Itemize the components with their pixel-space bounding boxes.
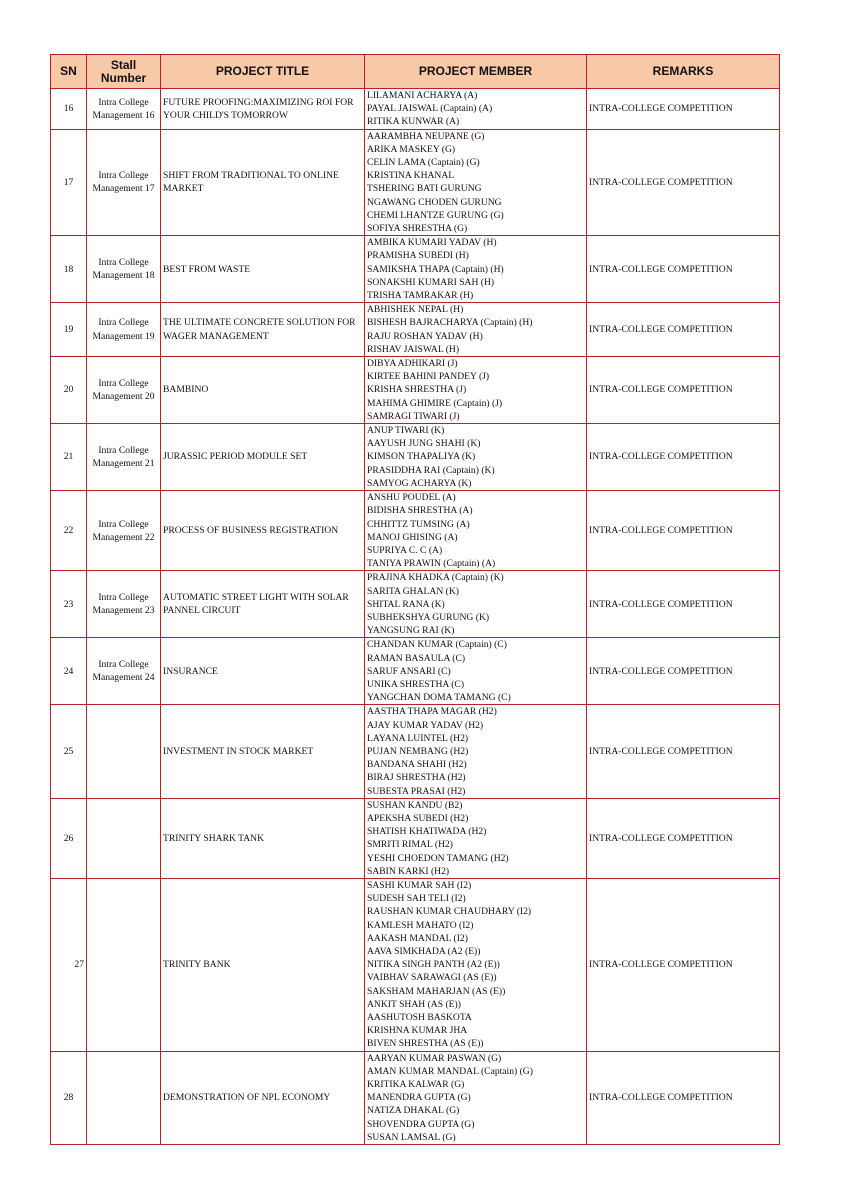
cell-project-title: BEST FROM WASTE — [161, 236, 365, 303]
cell-stall-number — [87, 798, 161, 878]
member-name: SHOVENDRA GUPTA (G) — [367, 1118, 475, 1130]
member-name: KRISTINA KHANAL — [367, 170, 455, 182]
cell-project-members — [365, 129, 587, 236]
table-body — [51, 89, 780, 1145]
member-name: SMRITI RIMAL (H2) — [367, 839, 453, 851]
member-name: SARITA GHALAN (K) — [367, 585, 459, 597]
cell-stall-number: Intra College Management 21 — [87, 424, 161, 491]
cell-sn: 26 — [51, 798, 87, 878]
cell-remarks: INTRA-COLLEGE COMPETITION — [587, 236, 780, 303]
header-project-title: PROJECT TITLE — [161, 55, 365, 89]
header-sn: SN — [51, 55, 87, 89]
member-name: DIBYA ADHIKARI (J) — [367, 358, 458, 370]
member-name: BIRAJ SHRESTHA (H2) — [367, 772, 466, 784]
cell-stall-number — [87, 878, 161, 1051]
member-name: KIRTEE BAHINI PANDEY (J) — [367, 371, 490, 383]
cell-remarks: INTRA-COLLEGE COMPETITION — [587, 424, 780, 491]
member-name: SUSHAN KANDU (B2) — [367, 799, 463, 811]
member-name: AAVA SIMKHADA (A2 (E)) — [367, 946, 481, 957]
member-name: NITIKA SINGH PANTH (A2 (E)) — [367, 959, 500, 971]
member-name: SONAKSHI KUMARI SAH (H) — [367, 276, 495, 288]
cell-remarks: INTRA-COLLEGE COMPETITION — [587, 1051, 780, 1144]
cell-sn: 21 — [51, 424, 87, 491]
member-name: APEKSHA SUBEDI (H2) — [367, 812, 469, 824]
cell-project-members — [365, 357, 587, 424]
cell-sn: 18 — [51, 236, 87, 303]
cell-project-members — [365, 1051, 587, 1144]
table-row — [51, 129, 780, 236]
member-name: SASHI KUMAR SAH (I2) — [367, 879, 472, 891]
cell-stall-number: Intra College Management 23 — [87, 571, 161, 638]
header-row — [51, 55, 780, 89]
cell-remarks: INTRA-COLLEGE COMPETITION — [587, 571, 780, 638]
cell-project-members — [365, 303, 587, 357]
cell-sn: 23 — [51, 571, 87, 638]
member-name: YESHI CHOEDON TAMANG (H2) — [367, 852, 509, 864]
member-name: RAJU ROSHAN YADAV (H) — [367, 330, 483, 342]
member-name: AAYUSH JUNG SHAHI (K) — [367, 438, 481, 450]
cell-project-members — [365, 638, 587, 705]
member-name: YANGSUNG RAI (K) — [367, 625, 455, 637]
member-name: CHHITTZ TUMSING (A) — [367, 518, 470, 530]
cell-sn: 27 — [51, 878, 87, 1051]
member-name: SUSAN LAMSAL (G) — [367, 1131, 456, 1143]
member-name: AMBIKA KUMARI YADAV (H) — [367, 237, 497, 249]
member-name: ANSHU POUDEL (A) — [367, 492, 456, 504]
cell-project-title: TRINITY BANK — [161, 878, 365, 1051]
table-row — [51, 236, 780, 303]
header-stall-number: Stall Number — [87, 55, 161, 89]
member-name: NATIZA DHAKAL (G) — [367, 1105, 460, 1117]
member-name: KRISHNA KUMAR JHA — [367, 1025, 468, 1037]
member-name: BIDISHA SHRESTHA (A) — [367, 505, 473, 517]
table-row — [51, 798, 780, 878]
cell-project-title: DEMONSTRATION OF NPL ECONOMY — [161, 1051, 365, 1144]
member-name: ARIKA MASKEY (G) — [367, 143, 456, 155]
member-name: BANDANA SHAHI (H2) — [367, 759, 467, 771]
member-name: BISHESH BAJRACHARYA (Captain) (H) — [367, 317, 533, 329]
cell-remarks: INTRA-COLLEGE COMPETITION — [587, 798, 780, 878]
table-row — [51, 424, 780, 491]
member-name: RAMAN BASAULA (C) — [367, 652, 466, 664]
member-name: KRITIKA KALWAR (G) — [367, 1079, 465, 1091]
member-name: MAHIMA GHIMIRE (Captain) (J) — [367, 397, 503, 409]
cell-project-title: TRINITY SHARK TANK — [161, 798, 365, 878]
member-name: MANENDRA GUPTA (G) — [367, 1092, 471, 1104]
header-remarks: REMARKS — [587, 55, 780, 89]
member-name: SAKSHAM MAHARJAN (AS (E)) — [367, 985, 506, 997]
member-name: ABHISHEK NEPAL (H) — [367, 304, 464, 316]
table-row — [51, 1051, 780, 1144]
cell-project-members — [365, 236, 587, 303]
table-row — [51, 89, 780, 130]
cell-stall-number: Intra College Management 18 — [87, 236, 161, 303]
member-name: SARUF ANSARI (C) — [367, 665, 451, 677]
cell-project-members — [365, 878, 587, 1051]
cell-remarks: INTRA-COLLEGE COMPETITION — [587, 638, 780, 705]
member-name: RISHAV JAISWAL (H) — [367, 343, 460, 355]
member-name: SAMYOG ACHARYA (K) — [367, 477, 472, 489]
stall-table — [50, 54, 780, 1145]
cell-stall-number — [87, 1051, 161, 1144]
member-name: KAMLESH MAHATO (I2) — [367, 919, 474, 931]
member-name: SABIN KARKI (H2) — [367, 865, 450, 877]
cell-stall-number — [87, 705, 161, 798]
member-name: AASTHA THAPA MAGAR (H2) — [367, 706, 497, 718]
member-name: RAUSHAN KUMAR CHAUDHARY (I2) — [367, 906, 532, 918]
cell-stall-number: Intra College Management 19 — [87, 303, 161, 357]
cell-sn: 17 — [51, 129, 87, 236]
cell-project-members — [365, 705, 587, 798]
member-name: PUJAN NEMBANG (H2) — [367, 745, 469, 757]
cell-remarks: INTRA-COLLEGE COMPETITION — [587, 303, 780, 357]
member-name: SHATISH KHATIWADA (H2) — [367, 826, 487, 838]
member-name: AARAMBHA NEUPANE (G) — [367, 130, 485, 142]
member-name: CHANDAN KUMAR (Captain) (C) — [367, 639, 507, 651]
member-name: PRASIDDHA RAI (Captain) (K) — [367, 464, 495, 476]
cell-project-members — [365, 798, 587, 878]
member-name: SUBESTA PRASAI (H2) — [367, 785, 466, 797]
member-name: KIMSON THAPALIYA (K) — [367, 451, 476, 463]
member-name: LILAMANI ACHARYA (A) — [367, 90, 478, 101]
member-name: ANUP TIWARI (K) — [367, 425, 445, 437]
member-name: AAKASH MANDAL (I2) — [367, 932, 468, 944]
table-row — [51, 303, 780, 357]
cell-project-title: AUTOMATIC STREET LIGHT WITH SOLAR PANNEL CIRCUIT — [161, 571, 365, 638]
member-name: TANIYA PRAWIN (Captain) (A) — [367, 558, 496, 570]
member-name: LAYANA LUINTEL (H2) — [367, 732, 469, 744]
cell-sn: 24 — [51, 638, 87, 705]
cell-remarks: INTRA-COLLEGE COMPETITION — [587, 129, 780, 236]
member-name: TSHERING BATI GURUNG — [367, 183, 482, 195]
member-name: SAMIKSHA THAPA (Captain) (H) — [367, 263, 504, 275]
cell-sn: 22 — [51, 491, 87, 571]
member-name: PAYAL JAISWAL (Captain) (A) — [367, 103, 493, 115]
cell-project-title: FUTURE PROOFING:MAXIMIZING ROI FOR YOUR CHILD'S TOMORROW — [161, 89, 365, 130]
table-row — [51, 705, 780, 798]
cell-project-title: JURASSIC PERIOD MODULE SET — [161, 424, 365, 491]
cell-project-members — [365, 491, 587, 571]
member-name: SAMRAGI TIWARI (J) — [367, 410, 460, 422]
cell-project-title: THE ULTIMATE CONCRETE SOLUTION FOR WAGER MANAGEMENT — [161, 303, 365, 357]
cell-remarks: INTRA-COLLEGE COMPETITION — [587, 705, 780, 798]
member-name: MANOJ GHISING (A) — [367, 531, 458, 543]
member-name: PRAMISHA SUBEDI (H) — [367, 250, 469, 262]
member-name: CELIN LAMA (Captain) (G) — [367, 157, 480, 169]
cell-sn: 25 — [51, 705, 87, 798]
cell-remarks: INTRA-COLLEGE COMPETITION — [587, 878, 780, 1051]
member-name: NGAWANG CHODEN GURUNG — [367, 196, 502, 208]
cell-stall-number: Intra College Management 16 — [87, 89, 161, 130]
table-row — [51, 571, 780, 638]
member-name: PRAJINA KHADKA (Captain) (K) — [367, 572, 504, 584]
cell-sn: 20 — [51, 357, 87, 424]
member-name: YANGCHAN DOMA TAMANG (C) — [367, 692, 511, 704]
member-name: VAIBHAV SARAWAGI (AS (E)) — [367, 972, 497, 984]
cell-sn: 16 — [51, 89, 87, 130]
cell-sn: 28 — [51, 1051, 87, 1144]
table-row — [51, 491, 780, 571]
cell-project-title: SHIFT FROM TRADITIONAL TO ONLINE MARKET — [161, 129, 365, 236]
member-name: SHITAL RANA (K) — [367, 598, 445, 610]
member-name: BIVEN SHRESTHA (AS (E)) — [367, 1038, 484, 1050]
cell-project-members — [365, 424, 587, 491]
member-name: AARYAN KUMAR PASWAN (G) — [367, 1052, 502, 1064]
member-name: CHEMI LHANTZE GURUNG (G) — [367, 209, 504, 221]
cell-project-title: INSURANCE — [161, 638, 365, 705]
cell-project-title: INVESTMENT IN STOCK MARKET — [161, 705, 365, 798]
member-name: SUPRIYA C. C (A) — [367, 544, 443, 556]
cell-sn: 19 — [51, 303, 87, 357]
cell-remarks: INTRA-COLLEGE COMPETITION — [587, 357, 780, 424]
cell-stall-number: Intra College Management 24 — [87, 638, 161, 705]
header-project-member: PROJECT MEMBER — [365, 55, 587, 89]
cell-remarks: INTRA-COLLEGE COMPETITION — [587, 89, 780, 130]
cell-stall-number: Intra College Management 22 — [87, 491, 161, 571]
cell-remarks: INTRA-COLLEGE COMPETITION — [587, 491, 780, 571]
cell-project-title: PROCESS OF BUSINESS REGISTRATION — [161, 491, 365, 571]
cell-stall-number: Intra College Management 20 — [87, 357, 161, 424]
member-name: KRISHA SHRESTHA (J) — [367, 384, 467, 396]
table-row — [51, 638, 780, 705]
cell-project-members — [365, 89, 587, 130]
member-name: RITIKA KUNWAR (A) — [367, 116, 460, 128]
cell-project-title: BAMBINO — [161, 357, 365, 424]
member-name: SUBHEKSHYA GURUNG (K) — [367, 611, 490, 623]
member-name: SUDESH SAH TELI (I2) — [367, 893, 466, 905]
member-name: AMAN KUMAR MANDAL (Captain) (G) — [367, 1065, 533, 1077]
member-name: UNIKA SHRESTHA (C) — [367, 678, 465, 690]
cell-project-members — [365, 571, 587, 638]
table-row — [51, 878, 780, 1051]
cell-stall-number: Intra College Management 17 — [87, 129, 161, 236]
member-name: ANKIT SHAH (AS (E)) — [367, 998, 461, 1010]
member-name: AJAY KUMAR YADAV (H2) — [367, 719, 484, 731]
member-name: AASHUTOSH BASKOTA — [367, 1012, 472, 1024]
member-name: TRISHA TAMRAKAR (H) — [367, 290, 474, 302]
table-row — [51, 357, 780, 424]
member-name: SOFIYA SHRESTHA (G) — [367, 223, 468, 235]
